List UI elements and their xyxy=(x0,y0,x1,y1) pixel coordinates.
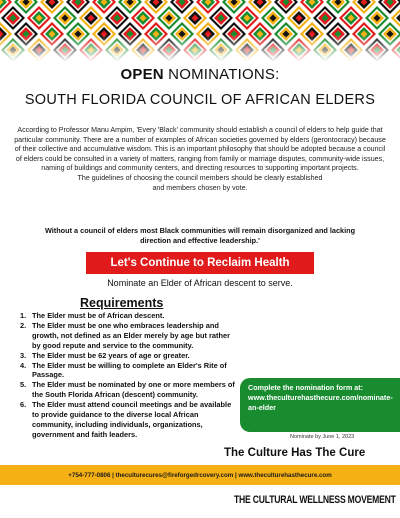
title-nominations: NOMINATIONS: xyxy=(163,66,280,83)
intro-text-2: The guidelines of choosing the council members should be clearly established xyxy=(77,173,323,182)
list-item xyxy=(20,321,238,351)
reclaim-health-banner xyxy=(86,252,314,274)
nomination-form-link[interactable]: Complete the nomination form at: www.theculturehasthecure.com/nominate-an-elder xyxy=(248,383,393,412)
kente-pattern-header xyxy=(0,0,400,62)
tagline: The Culture Has The Cure xyxy=(224,447,366,459)
list-item-text: The Elder must be nominated by one or more members of the South Florida African (descent) community. xyxy=(32,380,235,400)
contact-footer-bar xyxy=(0,465,400,485)
list-item xyxy=(20,361,238,381)
intro-paragraph xyxy=(14,126,386,193)
list-item xyxy=(20,400,238,440)
banner-label: Let's Continue to Reclaim Health xyxy=(110,257,290,269)
list-item-number: 3. xyxy=(20,350,27,360)
list-item-number: 6. xyxy=(20,400,27,410)
list-item-number: 2. xyxy=(20,320,27,330)
list-item-text: The Elder must be of African descent. xyxy=(32,311,165,320)
list-item-number: 5. xyxy=(20,380,27,390)
nominate-subtitle: Nominate an Elder of African descent to serve. xyxy=(107,278,293,288)
list-item-text: The Elder must be willing to complete an Elder's Rite of Passage. xyxy=(32,360,227,380)
movement-logo-text: THE CULTURAL WELLNESS MOVEMENT xyxy=(234,493,396,506)
requirements-heading: Requirements xyxy=(80,296,164,310)
list-item-number: 1. xyxy=(20,311,27,320)
list-item-text: The Elder must be one who embraces leadership and growth, not defined as an Elder merely by age but rather by good repute and service to the community. xyxy=(32,320,230,350)
intro-text-1: According to Professor Manu Ampim, 'Every 'Black' community should establish a council of elders to help guide that particular community. There are a number of examples of African societies governed by elders (gerontocracy) because of their collective and accumulative wisdom. This is an important philosophy that should be adopted because a council of elders could be consulted in a variety of matters, ranging from family or marriage disputes, community-wide issues, naming of buildings and community centers, and directing resources to supporting important projects. xyxy=(14,126,386,173)
quote-text: Without a council of elders most Black communities will remain disorganized and lacking direction and effective leadership.' xyxy=(44,226,356,245)
list-item-text: The Elder must be 62 years of age or greater. xyxy=(32,350,190,360)
nomination-deadline: Nominate by June 1, 2023 xyxy=(290,434,355,440)
page-subtitle-council: SOUTH FLORIDA COUNCIL OF AFRICAN ELDERS xyxy=(24,92,376,108)
contact-info: +754-777-0806 | theculturecures@fireforgedrcovery.com | www.theculturehasthecure.com xyxy=(68,471,332,479)
page-title xyxy=(0,66,400,83)
list-item-number: 4. xyxy=(20,360,27,370)
list-item xyxy=(20,311,238,321)
list-item-text: The Elder must attend council meetings and be available to provide guidance to the diverse local African community, including individuals, organizations, government and faith leaders. xyxy=(32,400,232,439)
nomination-form-box[interactable] xyxy=(240,378,400,432)
list-item xyxy=(20,351,238,361)
requirements-list xyxy=(20,311,238,440)
intro-text-3: and members chosen by vote. xyxy=(152,183,248,192)
kente-diamond-pattern-icon xyxy=(0,0,400,62)
title-open-word: OPEN xyxy=(120,66,164,83)
list-item xyxy=(20,380,238,400)
